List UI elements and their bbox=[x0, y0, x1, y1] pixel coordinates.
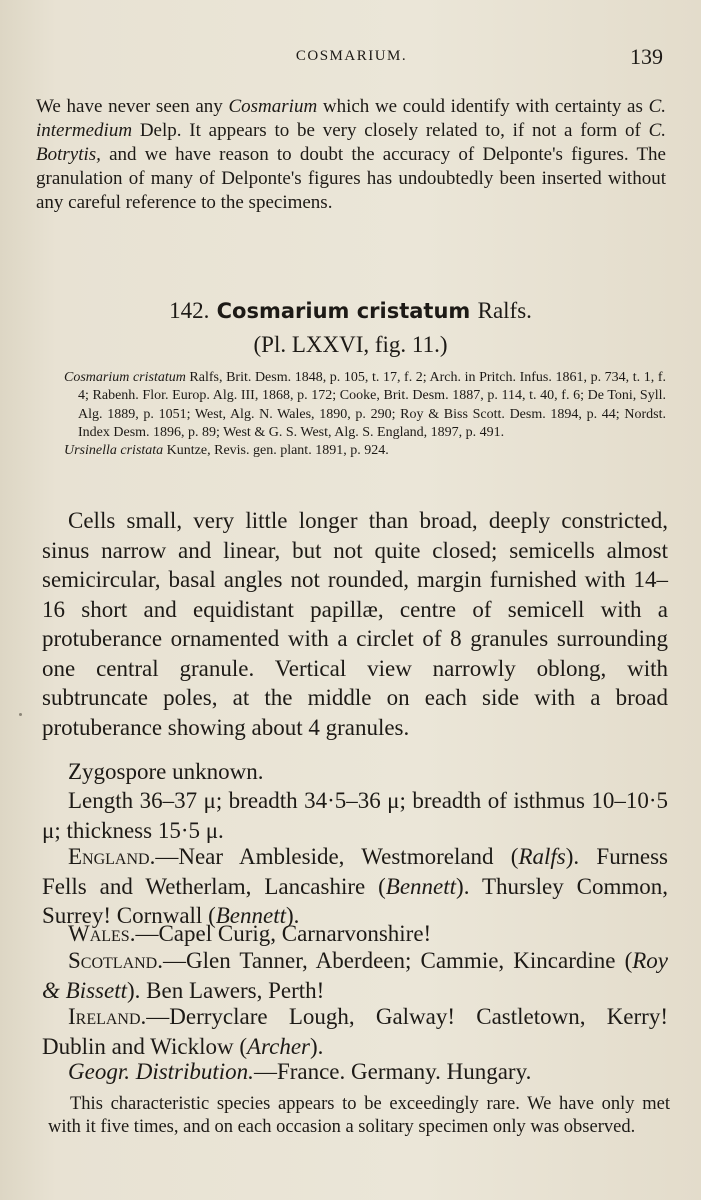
region-label: Scotland. bbox=[68, 948, 163, 973]
region-label: Ireland. bbox=[68, 1004, 147, 1029]
synonym-name: Ursinella cristata bbox=[64, 443, 164, 459]
reference-entry bbox=[64, 442, 666, 460]
intro-text: We have never seen any bbox=[36, 96, 229, 117]
locality-england bbox=[42, 842, 668, 931]
species-name: C. intermedium bbox=[36, 96, 666, 141]
reference-text: Ralfs, Brit. Desm. 1848, p. 105, t. 17, f. 2; Arch. in Pritch. Infus. 1861, p. 734, t. 1, f. 4; Rabenh. Flor. Europ. Alg. III, 1868, p. 172; Cooke, Brit. Desm. 1887, p. 114, t. 40, f. 6; De Toni, Syll. Alg. 1889, p. 1051; West, Alg. N. Wales, 1890, p. 290; Roy & Biss Scott. Desm. 1894, p. 44; Nordst. Index Desm. 1896, p. 89; West & G. S. West, Alg. S. England, 1897, p. 491. bbox=[78, 370, 666, 440]
intro-text: Delp. It appears to be very closely related to, if not a form of bbox=[132, 120, 649, 141]
region-label: Wales. bbox=[68, 921, 136, 946]
locality-text: ). Ben Lawers, Perth! bbox=[126, 977, 325, 1003]
intro-text: and we have reason to doubt the accuracy of Delponte's figures. The granulation of many of Delponte's figures has undoubtedly been inserted without any careful reference to the specimens. bbox=[36, 144, 666, 213]
locality-text: —Near Ambleside, Westmoreland ( bbox=[155, 844, 519, 869]
page-header bbox=[40, 44, 663, 74]
zygospore-note: Zygospore unknown. bbox=[68, 759, 264, 784]
collector-name: Roy & Bissett bbox=[42, 948, 668, 1003]
locality-text: ). bbox=[286, 903, 300, 928]
locality-wales bbox=[42, 919, 668, 949]
synonym-name: Cosmarium cristatum bbox=[64, 370, 186, 385]
collector-name: Bennett bbox=[385, 873, 457, 899]
intro-text: which we could identify with certainty as bbox=[317, 96, 649, 117]
locality-scotland bbox=[42, 946, 668, 1005]
description-paragraph: Cells small, very little longer than broad, deeply constricted, sinus narrow and linear, but not quite closed; semicells almost semicircular, basal angles not rounded, margin furnished with 14–16 short and equidistant papillæ, centre of semicell with a protuberance ornamented with a circlet of 8 granules surrounding one central granule. Vertical view narrowly oblong, with subtruncate poles, at the middle on each side with a broad protuberance showing about 4 granules. bbox=[42, 508, 668, 740]
species-title: Cosmarium cristatum bbox=[216, 299, 471, 323]
genus-name: Cosmarium bbox=[228, 96, 318, 117]
page-number: 139 bbox=[630, 44, 663, 69]
collector-name: Bennett bbox=[215, 903, 286, 928]
collector-name: Ralfs bbox=[518, 844, 566, 869]
references-block bbox=[64, 369, 666, 460]
species-number: 142. bbox=[169, 298, 210, 323]
locality-text: —Derryclare Lough, Galway! Castletown, Kerry! Dublin and Wicklow ( bbox=[42, 1004, 668, 1059]
locality-text: —Capel Curig, Carnarvonshire! bbox=[135, 921, 432, 946]
running-title: COSMARIUM. bbox=[295, 48, 408, 64]
locality-text: ). Thursley Common, Surrey! Cornwall ( bbox=[42, 873, 668, 928]
plate-reference: (Pl. LXXVI, fig. 11.) bbox=[253, 332, 448, 357]
reference-text: Kuntze, Revis. gen. plant. 1891, p. 924. bbox=[163, 443, 389, 459]
locality-text: —Glen Tanner, Aberdeen; Cammie, Kincardine ( bbox=[162, 948, 633, 973]
intro-paragraph bbox=[36, 95, 666, 215]
dimensions-paragraph: Length 36–37 μ; breadth 34·5–36 μ; breadth of isthmus 10–10·5 μ; thickness 15·5 μ. bbox=[42, 788, 668, 843]
species-name: C. Botrytis, bbox=[36, 120, 666, 165]
collector-name: Archer bbox=[246, 1033, 310, 1059]
locality-text: ). bbox=[310, 1033, 324, 1059]
region-label: England. bbox=[68, 844, 156, 869]
geographic-distribution bbox=[42, 1057, 668, 1087]
margin-mark bbox=[19, 713, 22, 716]
distribution-text: —France. Germany. Hungary. bbox=[253, 1059, 532, 1084]
reference-entry bbox=[64, 369, 666, 442]
distribution-label: Geogr. Distribution. bbox=[68, 1059, 254, 1084]
locality-text: ). Furness Fells and Wetherlam, Lancashire ( bbox=[42, 844, 668, 899]
locality-ireland bbox=[42, 1002, 668, 1061]
species-author: Ralfs. bbox=[477, 298, 532, 323]
closing-paragraph: This characteristic species appears to be exceedingly rare. We have only met with it five times, and on each occasion a solitary specimen only was observed. bbox=[48, 1094, 670, 1137]
species-heading bbox=[0, 296, 701, 326]
